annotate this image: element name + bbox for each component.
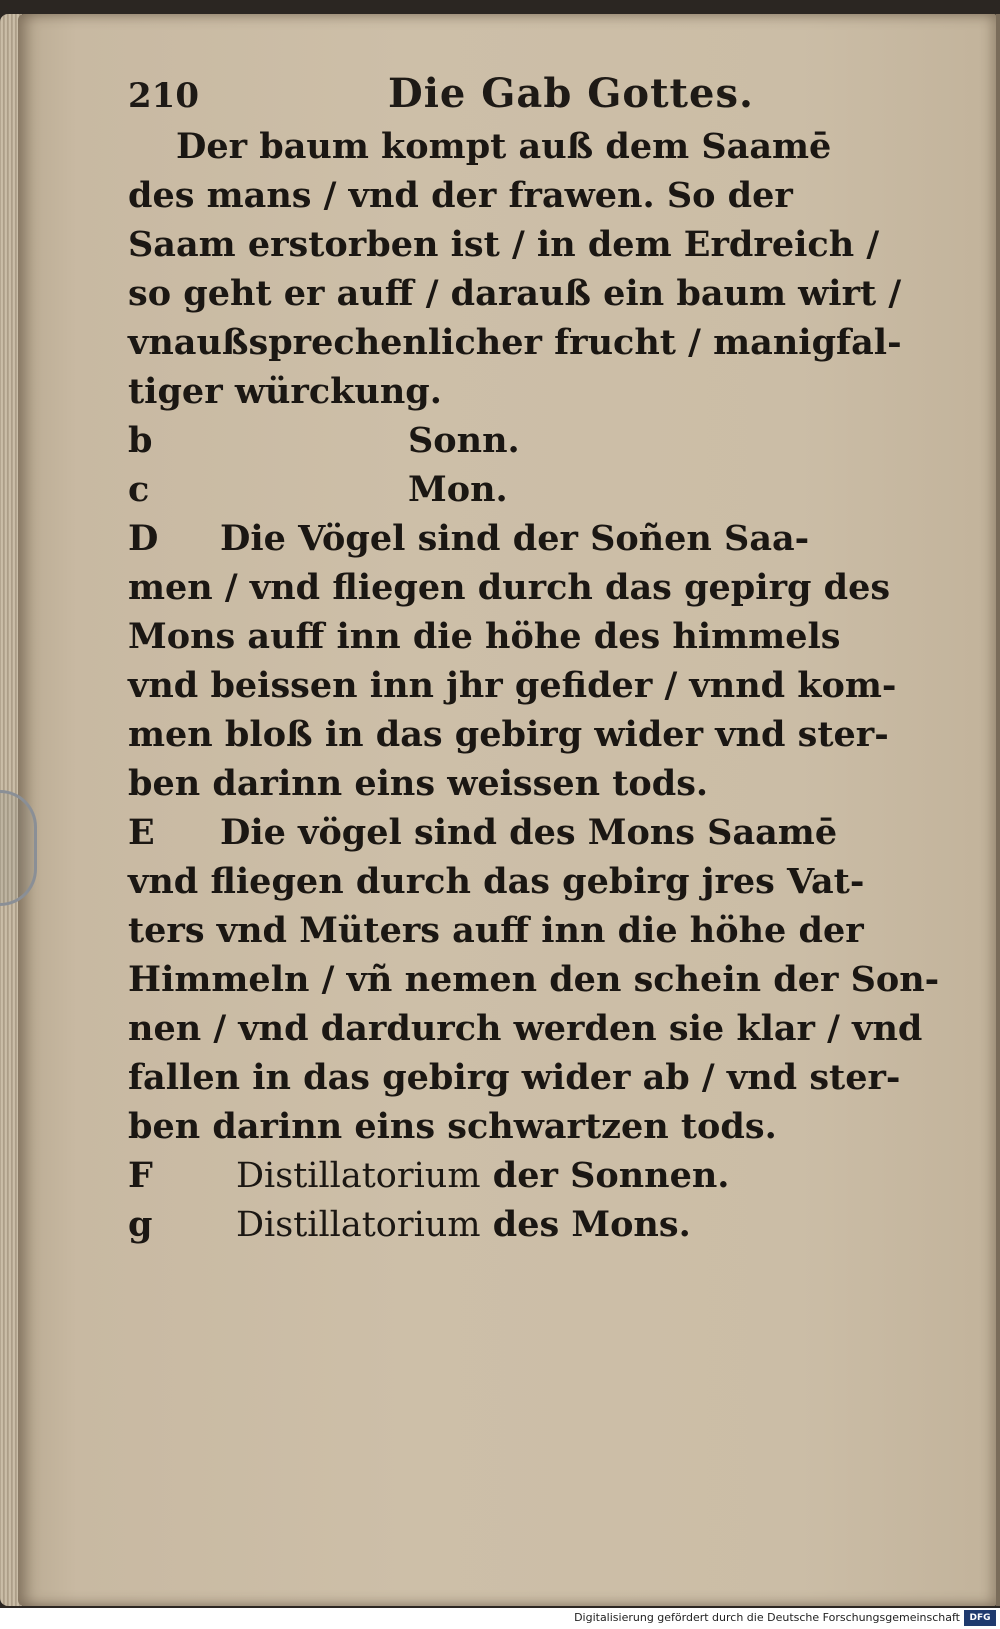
paragraph-text: Die Vögel sind der Soñen Saa- bbox=[220, 518, 810, 559]
page-right-edge bbox=[996, 14, 1000, 1606]
footer-bar bbox=[0, 1608, 1000, 1629]
text-line: vnd beissen inn jhr gefider / vnnd kom- bbox=[128, 665, 897, 706]
legend-prefix: Distillatorium bbox=[236, 1205, 481, 1245]
text-line: nen / vnd dardurch werden sie klar / vnd bbox=[128, 1008, 923, 1049]
legend-letter: g bbox=[128, 1204, 153, 1245]
legend-text: Mon. bbox=[408, 469, 508, 510]
legend-entry-c bbox=[128, 465, 918, 514]
text-line: tiger würckung. bbox=[128, 371, 442, 412]
text-line: Mons auff inn die höhe des himmels bbox=[128, 616, 841, 657]
running-title: Die Gab Gottes. bbox=[388, 70, 754, 117]
paragraph-text: Die vögel sind des Mons Saamē bbox=[220, 812, 838, 853]
legend-text bbox=[236, 1200, 691, 1250]
legend-entry-f bbox=[128, 1151, 918, 1200]
text-line: men / vnd fliegen durch das gepirg des bbox=[128, 567, 891, 608]
paragraph-e-first-line bbox=[128, 808, 918, 857]
text-line: vnaußsprechenlicher frucht / manigfal- bbox=[128, 322, 902, 363]
legend-prefix: Distillatorium bbox=[236, 1156, 481, 1196]
funding-credit: Digitalisierung gefördert durch die Deutsche Forschungsgemeinschaft bbox=[574, 1611, 960, 1624]
legend-entry-b bbox=[128, 416, 918, 465]
text-line: ben darinn eins schwartzen tods. bbox=[128, 1106, 777, 1147]
text-line: fallen in das gebirg wider ab / vnd ster- bbox=[128, 1057, 901, 1098]
legend-suffix: des Mons. bbox=[480, 1204, 691, 1245]
legend-text bbox=[236, 1151, 730, 1201]
page-header bbox=[128, 66, 908, 118]
page-body bbox=[128, 122, 940, 1249]
text-line: Himmeln / vñ nemen den schein der Son- bbox=[128, 959, 940, 1000]
text-line: Der baum kompt auß dem Saamē bbox=[176, 126, 832, 167]
legend-text: Sonn. bbox=[408, 420, 520, 461]
text-line: des mans / vnd der frawen. So der bbox=[128, 175, 793, 216]
text-line: so geht er auff / darauß ein baum wirt / bbox=[128, 273, 902, 314]
text-line: vnd fliegen durch das gebirg jres Vat- bbox=[128, 861, 865, 902]
legend-letter: D bbox=[128, 518, 159, 559]
text-line: ters vnd Müters auff inn die höhe der bbox=[128, 910, 864, 951]
text-line: men bloß in das gebirg wider vnd ster- bbox=[128, 714, 889, 755]
legend-letter: b bbox=[128, 420, 153, 461]
legend-letter: F bbox=[128, 1155, 153, 1196]
legend-letter: c bbox=[128, 469, 150, 510]
legend-letter: E bbox=[128, 812, 155, 853]
legend-entry-g bbox=[128, 1200, 918, 1249]
text-line: ben darinn eins weissen tods. bbox=[128, 763, 709, 804]
paragraph-d-first-line bbox=[128, 514, 918, 563]
page-number: 210 bbox=[128, 76, 199, 116]
legend-suffix: der Sonnen. bbox=[480, 1155, 730, 1196]
text-line: Saam erstorben ist / in dem Erdreich / bbox=[128, 224, 880, 265]
dfg-logo: DFG bbox=[964, 1610, 996, 1626]
